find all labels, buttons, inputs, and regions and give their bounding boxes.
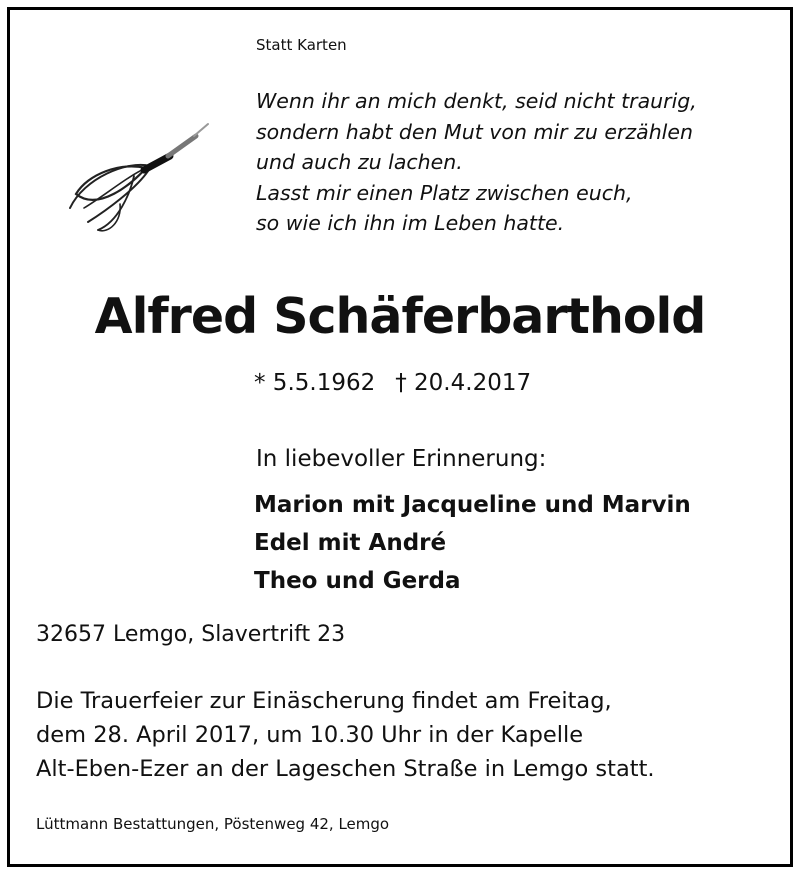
death-date: † 20.4.2017 [395,370,532,396]
whisk-icon [58,112,214,236]
verse [256,86,697,239]
verse-line: sondern habt den Mut von mir zu erzählen [256,119,693,144]
mourner-line: Edel mit André [254,530,447,556]
mourner-line: Theo und Gerda [254,568,461,594]
birth-date: * 5.5.1962 [254,370,376,396]
service-line: Die Trauerfeier zur Einäscherung findet am Freitag, [36,688,612,714]
verse-line: Wenn ihr an mich denkt, seid nicht traurig, [256,89,697,113]
memory-intro: In liebevoller Erinnerung: [256,446,547,472]
undertaker-info: Lüttmann Bestattungen, Pöstenweg 42, Lemgo [36,815,390,833]
life-dates [254,370,531,396]
verse-line: so wie ich ihn im Leben hatte. [256,211,565,235]
deceased-name: Alfred Schäferbarthold [94,288,706,345]
service-line: dem 28. April 2017, um 10.30 Uhr in der Kapelle [36,722,584,748]
header-note: Statt Karten [256,36,347,54]
mourners-list [254,486,691,600]
verse-line: Lasst mir einen Platz zwischen euch, [256,180,633,205]
verse-line: und auch zu lachen. [256,150,463,174]
service-info [36,684,655,786]
mourner-line: Marion mit Jacqueline und Marvin [254,492,691,518]
address: 32657 Lemgo, Slavertrift 23 [36,622,346,647]
service-line: Alt-Eben-Ezer an der Lageschen Straße in Lemgo statt. [36,756,655,782]
